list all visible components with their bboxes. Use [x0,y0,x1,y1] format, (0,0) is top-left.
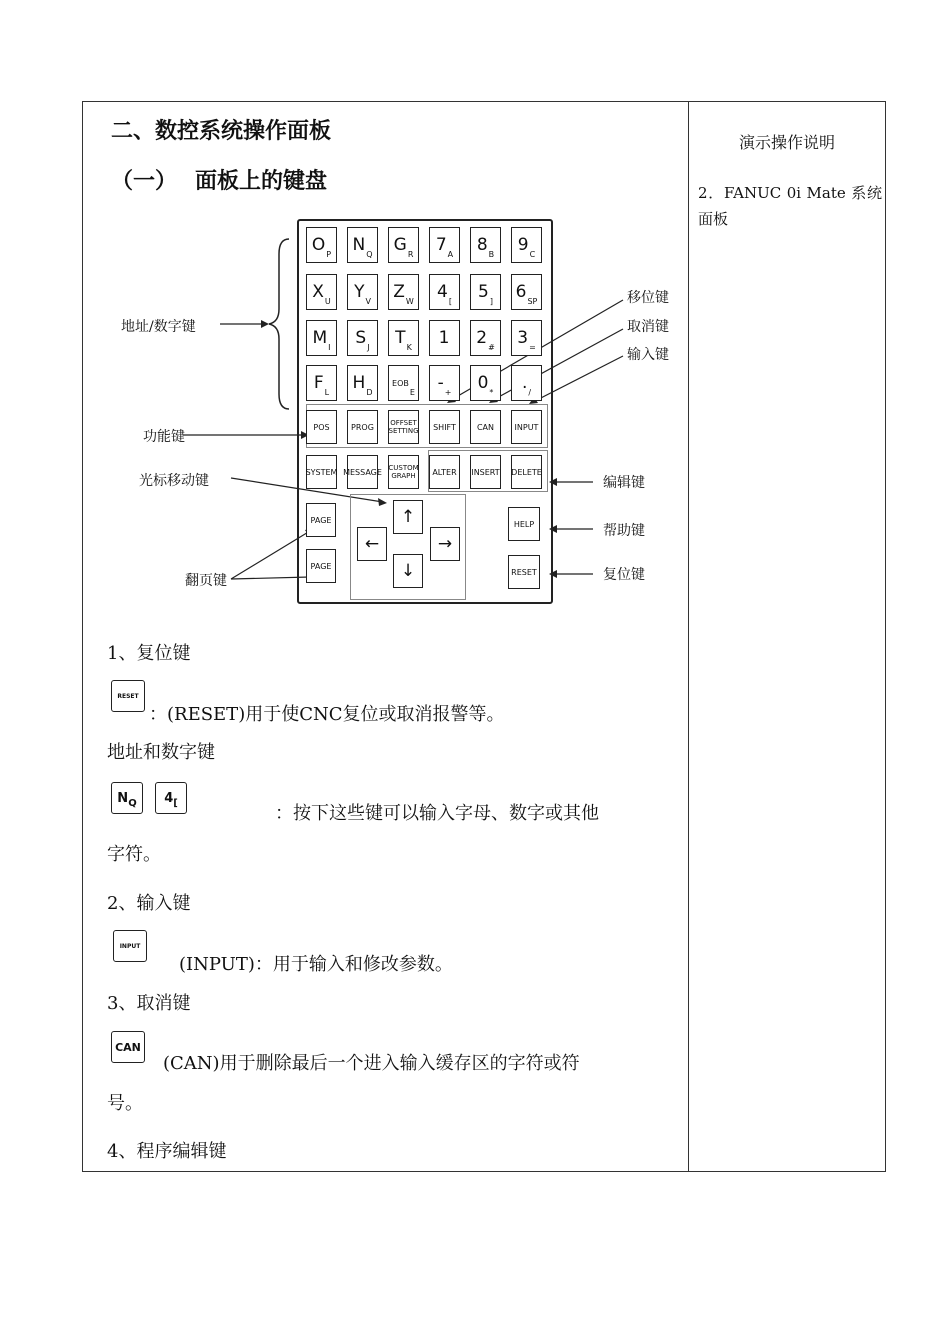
key-main-char: F [313,373,324,393]
key-row3-1[interactable] [347,320,378,356]
key-row3-4[interactable] [470,320,501,356]
function-key-row6-0[interactable]: SYSTEM [306,455,337,489]
key-main-char: 6 [515,282,527,302]
key-row1-4[interactable] [470,227,501,263]
key-sub-char: U [324,297,331,306]
reset-key-label: RESET [511,567,537,577]
key-main-char: Z [393,282,405,302]
function-key-row5-1[interactable]: PROG [347,410,378,444]
arrow-left-icon: ← [364,534,380,554]
key-main-char: - [437,373,444,393]
side-column [689,102,885,1171]
key-main-char: 8 [476,235,488,255]
can-icon: CAN [111,1031,145,1063]
key-row3-2[interactable] [388,320,419,356]
key-row2-5[interactable] [511,274,542,310]
key-main-char: O [311,235,326,255]
address-keys-description-cont: 字符。 [107,844,161,865]
key-sub-char: J [367,343,370,352]
label-cancel-key: 取消键 [627,319,669,335]
reset-key[interactable] [508,555,540,589]
key-sub-char: # [488,343,495,352]
key-row2-2[interactable] [388,274,419,310]
key-sub-char: K [406,343,412,352]
page-up-label: PAGE [310,515,332,525]
key-main-char: Y [354,282,365,302]
key-row3-0[interactable] [306,320,337,356]
section-title: 二、数控系统操作面板 [111,119,332,144]
key-main-char: H [352,373,366,393]
key-sub-char: = [529,343,536,352]
key-sub-char: E [409,388,415,397]
label-help-key: 帮助键 [603,523,645,539]
key-row4-3[interactable] [429,365,460,401]
page-down-label: PAGE [310,561,332,571]
key-row4-5[interactable] [511,365,542,401]
key-main-char: . [521,373,528,393]
key-sub-char: W [405,297,414,306]
document-table [82,101,886,1172]
key-sub-char: + [444,388,452,397]
function-key-row6-2[interactable]: CUSTOM GRAPH [388,455,419,489]
key-row1-1[interactable] [347,227,378,263]
page-up-key[interactable] [306,503,336,537]
key-sub-char: R [407,250,414,259]
cancel-heading: 3、取消键 [107,993,191,1014]
cursor-up-key[interactable] [393,500,423,534]
keyboard-figure [93,214,688,614]
key-row4-0[interactable] [306,365,337,401]
label-cursor-keys: 光标移动键 [139,473,209,489]
function-key-row6-1[interactable]: MESSAGE [347,455,378,489]
four-key-main: 4 [164,790,174,806]
key-row3-5[interactable] [511,320,542,356]
help-key-label: HELP [513,519,535,529]
cursor-down-key[interactable] [393,554,423,588]
label-shift-key: 移位键 [627,290,669,306]
n-key-icon [111,782,143,814]
key-main-char: EOB [392,378,409,388]
arrow-down-icon: ↓ [400,561,416,581]
function-key-row5-0[interactable]: POS [306,410,337,444]
key-row1-2[interactable] [388,227,419,263]
key-sub-char: [ [448,297,452,306]
cursor-right-key[interactable] [430,527,460,561]
key-sub-char: C [529,250,536,259]
n-key-sub: Q [128,798,137,809]
key-row1-3[interactable] [429,227,460,263]
main-column [83,102,688,1171]
key-main-char: N [352,235,366,255]
key-sub-char: I [328,343,331,352]
label-edit-keys: 编辑键 [603,475,645,491]
key-row4-2[interactable] [388,365,419,401]
function-key-row6-3[interactable]: ALTER [429,455,460,489]
key-main-char: T [395,328,406,348]
key-row1-5[interactable] [511,227,542,263]
key-main-char: 3 [517,328,529,348]
label-address-keys: 地址/数字键 [121,319,196,335]
side-note: 2．FANUC 0i Mate 系统面板 [698,184,882,228]
key-sub-char: A [447,250,454,259]
reset-description: ：(RESET)用于使CNC复位或取消报警等。 [149,704,505,725]
key-sub-char: D [366,388,373,397]
section-subtitle [111,164,327,195]
key-row2-1[interactable] [347,274,378,310]
key-sub-char: L [324,388,330,397]
n-key-main: N [117,790,129,806]
key-sub-char: * [489,388,494,397]
cancel-description-cont: 号。 [107,1093,143,1114]
label-function-keys: 功能键 [143,429,185,445]
cursor-left-key[interactable] [357,527,387,561]
key-row2-0[interactable] [306,274,337,310]
key-row3-3[interactable] [429,320,460,356]
key-main-char: G [393,235,407,255]
key-main-char: X [312,282,324,302]
input-icon: INPUT [113,930,147,962]
arrow-up-icon: ↑ [400,507,416,527]
key-row4-1[interactable] [347,365,378,401]
four-key-icon [155,782,187,814]
key-main-char: 0 [477,373,489,393]
key-sub-char: B [488,250,495,259]
key-main-char: 7 [435,235,447,255]
four-key-sub: [ [173,798,178,809]
function-key-row5-5[interactable]: INPUT [511,410,542,444]
key-main-char: 5 [478,282,489,302]
function-key-row5-3[interactable]: SHIFT [429,410,460,444]
address-keys-heading: 地址和数字键 [107,742,215,763]
key-sub-char: ] [489,297,493,306]
function-key-row6-4[interactable]: INSERT [470,455,501,489]
side-title: 演示操作说明 [738,133,835,152]
reset-heading: 1、复位键 [107,643,191,664]
function-key-row5-4[interactable]: CAN [470,410,501,444]
key-main-char: S [355,328,367,348]
label-input-key: 输入键 [627,347,669,363]
function-key-row5-2[interactable]: OFFSET SETTING [388,410,419,444]
key-sub-char: P [326,250,332,259]
reset-icon: RESET [111,680,145,712]
help-key[interactable] [508,507,540,541]
key-row4-4[interactable] [470,365,501,401]
key-main-char: 1 [438,328,450,348]
function-key-row6-5[interactable]: DELETE [511,455,542,489]
input-description: (INPUT)：用于输入和修改参数。 [179,954,453,975]
key-main-char: 9 [517,235,529,255]
key-sub-char: / [528,388,532,397]
input-heading: 2、输入键 [107,893,191,914]
page-down-key[interactable] [306,549,336,583]
label-reset-key: 复位键 [603,567,645,583]
arrow-right-icon: → [437,534,453,554]
key-row1-0[interactable] [306,227,337,263]
address-keys-description: ：按下这些键可以输入字母、数字或其他 [275,803,599,824]
edit-keys-heading: 4、程序编辑键 [107,1141,227,1162]
key-row2-4[interactable] [470,274,501,310]
key-sub-char: SP [527,297,538,306]
label-page-keys: 翻页键 [185,573,227,589]
key-main-char: 2 [476,328,488,348]
key-main-char: M [312,328,328,348]
key-row2-3[interactable] [429,274,460,310]
cancel-description: (CAN)用于删除最后一个进入输入缓存区的字符或符 [163,1053,580,1074]
key-sub-char: V [365,297,371,306]
subtitle-text: 面板上的键盘 [195,169,328,194]
key-sub-char: Q [366,250,373,259]
subtitle-number: （一） [111,169,178,194]
key-main-char: 4 [437,282,448,302]
